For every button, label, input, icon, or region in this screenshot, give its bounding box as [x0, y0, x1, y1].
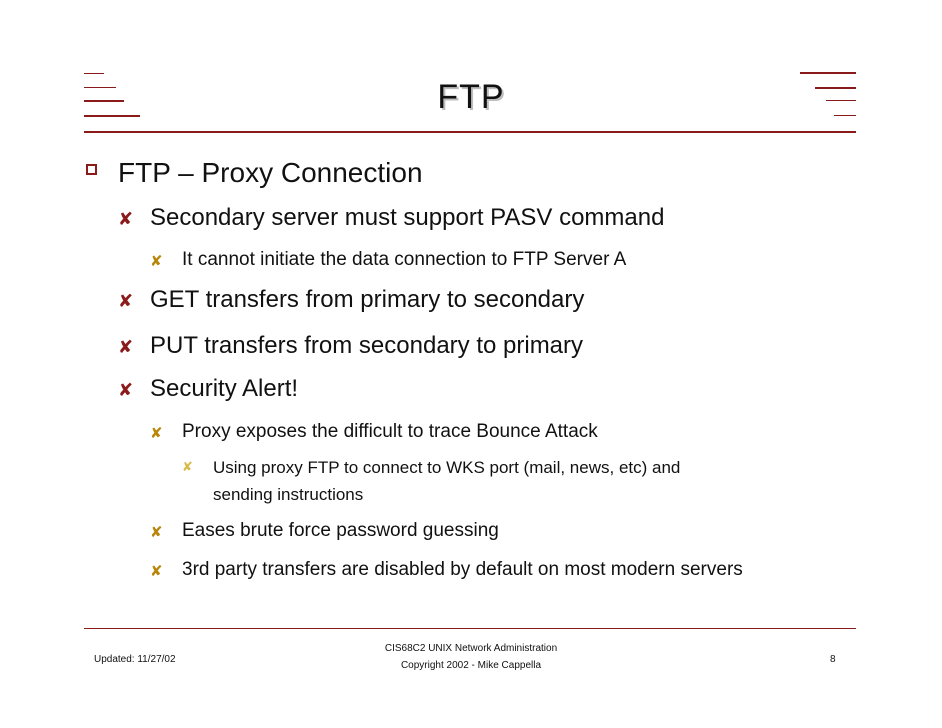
page-title: FTP: [437, 78, 505, 116]
bullet-proxy-bounce: Proxy exposes the difficult to trace Bounce Attack: [182, 421, 598, 442]
bullet-proxy-ftp-wks-line1: Using proxy FTP to connect to WKS port (mail, news, etc) and: [213, 458, 681, 477]
bullet-cannot-initiate: It cannot initiate the data connection to FTP Server A: [182, 249, 627, 270]
bullet-put: PUT transfers from secondary to primary: [150, 332, 584, 359]
decor-line: [800, 72, 856, 74]
bullet-get: GET transfers from primary to secondary: [150, 286, 585, 313]
x-bullet-icon: ✘: [118, 337, 134, 357]
bullet-security-alert: Security Alert!: [150, 375, 299, 402]
footer-updated: Updated: 11/27/02: [94, 654, 176, 665]
x-bullet-icon: ✘: [118, 380, 134, 400]
footer-copyright: Copyright 2002 - Mike Cappella: [400, 660, 542, 671]
page-number: 8: [830, 654, 836, 665]
square-bullet-icon: [86, 164, 97, 175]
x-bullet-icon: ✘: [118, 291, 134, 311]
x-bullet-icon: ✘: [118, 209, 134, 229]
x-bullet-icon: ✘: [150, 425, 163, 442]
bullet-third-party: 3rd party transfers are disabled by default on most modern servers: [182, 559, 743, 580]
bullet-proxy-ftp-wks-line2: sending instructions: [213, 485, 364, 504]
bullet-pasv: Secondary server must support PASV command: [150, 204, 665, 231]
x-bullet-icon: ✘: [150, 253, 163, 270]
decor-line: [84, 73, 104, 74]
bullet-proxy-ftp-wks: [213, 454, 680, 508]
title-divider: [84, 131, 856, 133]
x-bullet-icon: ✘: [182, 459, 193, 474]
bullet-brute-force: Eases brute force password guessing: [182, 520, 499, 541]
footer-course: CIS68C2 UNIX Network Administration: [384, 643, 558, 654]
x-bullet-icon: ✘: [150, 524, 163, 541]
footer-divider: [84, 628, 856, 629]
heading-proxy-connection: FTP – Proxy Connection: [118, 157, 423, 188]
x-bullet-icon: ✘: [150, 563, 163, 580]
footer-center: [300, 640, 642, 674]
